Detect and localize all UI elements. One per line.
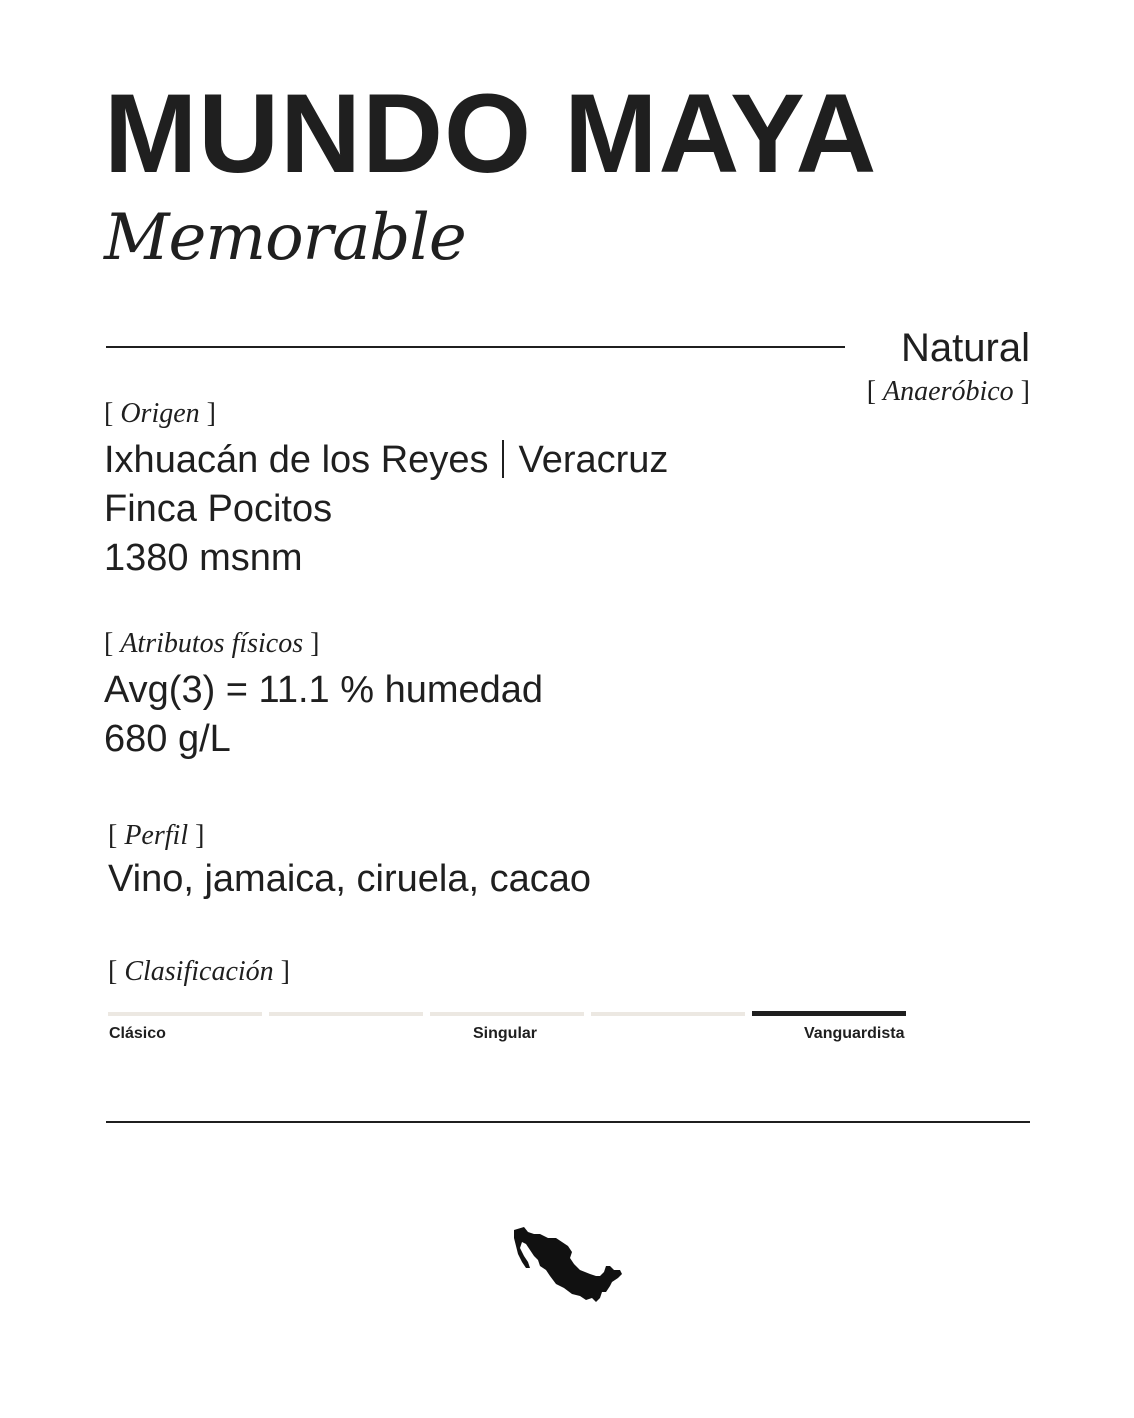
origen-farm: Finca Pocitos xyxy=(104,488,333,530)
atributos-humidity: Avg(3) = 11.1 % humedad xyxy=(104,669,544,711)
scale-segment-3 xyxy=(430,1012,584,1016)
process-name: Natural xyxy=(901,326,1030,370)
product-subtitle: Memorable xyxy=(104,201,466,275)
origen-altitude: 1380 msnm xyxy=(104,537,303,579)
location-separator xyxy=(502,440,504,478)
perfil-notes: Vino, jamaica, ciruela, cacao xyxy=(108,858,591,900)
atributos-label: [ Atributos físicos ] xyxy=(104,628,320,659)
origen-label: [ Origen ] xyxy=(104,398,216,429)
clasificacion-label: [ Clasificación ] xyxy=(108,956,290,987)
origen-location xyxy=(104,436,668,485)
atributos-density: 680 g/L xyxy=(104,718,231,760)
bottom-divider xyxy=(106,1121,1030,1123)
scale-label-clasico: Clásico xyxy=(109,1025,166,1042)
mexico-map-icon xyxy=(510,1226,626,1306)
top-divider xyxy=(106,346,845,348)
scale-segment-5 xyxy=(752,1011,906,1016)
product-title: MUNDO MAYA xyxy=(104,71,878,196)
origen-place: Ixhuacán de los Reyes xyxy=(104,439,489,481)
bracket-open: [ xyxy=(866,376,877,407)
scale-segment-2 xyxy=(269,1012,423,1016)
scale-segment-4 xyxy=(591,1012,745,1016)
scale-segment-1 xyxy=(108,1012,262,1016)
perfil-label: [ Perfil ] xyxy=(108,820,205,851)
process-detail-text: Anaeróbico xyxy=(883,376,1014,407)
process-detail xyxy=(867,378,1030,406)
scale-label-vanguardista: Vanguardista xyxy=(804,1025,905,1042)
scale-label-singular: Singular xyxy=(473,1025,538,1042)
bracket-close: ] xyxy=(1020,376,1030,407)
origen-state: Veracruz xyxy=(518,439,669,481)
